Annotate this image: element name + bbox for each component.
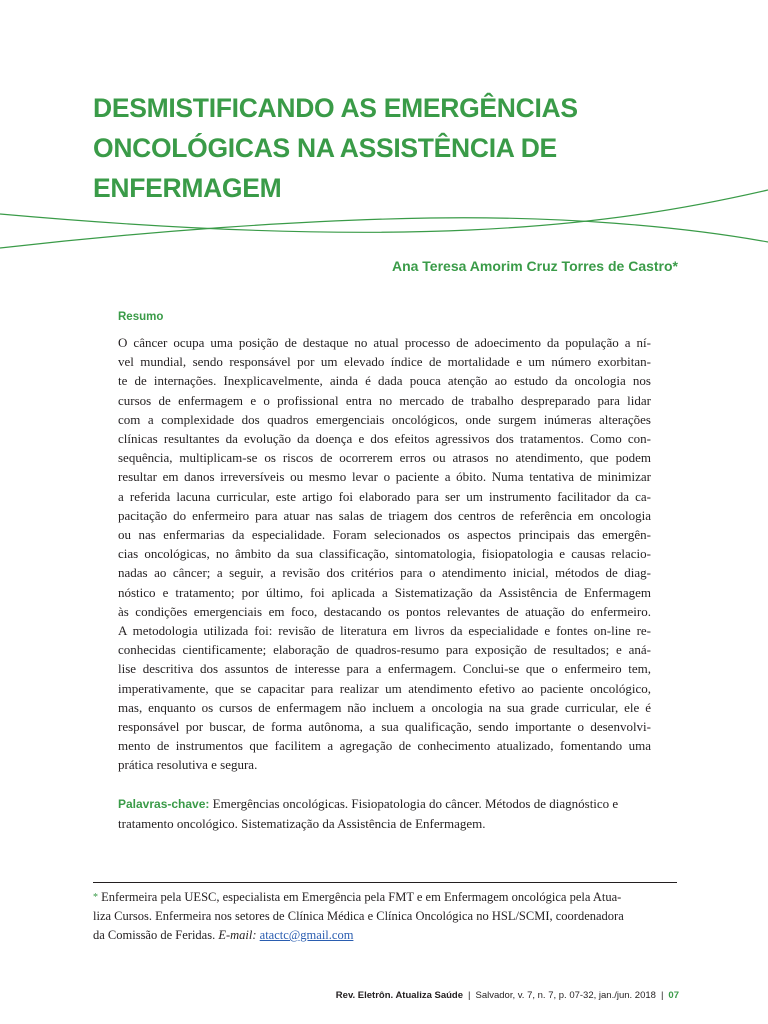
abstract-line: nadas ao câncer; a seguir, a revisão dos critérios para o atendimento inicial, métodos de diag- — [118, 565, 651, 581]
abstract-body — [118, 333, 651, 775]
footer-separator: | — [468, 990, 471, 1001]
abstract-line: O câncer ocupa uma posição de destaque no atual processo de adoecimento da população a ní- — [118, 335, 651, 350]
journal-name: Rev. Eletrôn. Atualiza Saúde — [335, 990, 464, 1001]
abstract-heading: Resumo — [118, 311, 164, 323]
abstract-line: pacitação do enfermeiro para atuar nas salas de triagem dos centros de referência em oncologia — [118, 507, 651, 523]
abstract-line: resultar em danos irreversíveis ou mesmo levar o paciente a óbito. Numa tentativa de minimizar — [118, 469, 651, 485]
email-link[interactable]: atactc@gmail.com — [259, 928, 354, 942]
abstract-line: às condições emergenciais em foco, destacando os pontos relevantes de atuação do enfermeiro. — [118, 603, 651, 619]
email-label: E-mail: — [218, 928, 257, 942]
footnote-divider — [93, 882, 677, 883]
abstract-line: prática resolutiva e segura. — [118, 757, 258, 773]
footer-separator: | — [660, 990, 664, 1001]
keywords-block — [118, 794, 658, 834]
abstract-line: mento de instrumentos que facilitem a agregação de conhecimento atualizado, fomentando uma — [118, 738, 651, 754]
page-number: 07 — [668, 990, 679, 1001]
keywords-label: Palavras-chave: — [118, 797, 210, 811]
wave-line-lower — [0, 218, 768, 248]
title-line: DESMISTIFICANDO AS EMERGÊNCIAS — [93, 93, 578, 123]
footnote-line — [93, 926, 677, 945]
abstract-line: nóstico e tratamento; por último, foi aplicada a Sistematização da Assistência de Enfermagem — [118, 584, 651, 600]
abstract-line: mas, enquanto os cursos de enfermagem não incluem a oncologia na sua grade curricular, ele é — [118, 699, 651, 715]
author-name: Ana Teresa Amorim Cruz Torres de Castro* — [391, 258, 678, 274]
abstract-line: vel mundial, sendo responsável por um elevado índice de mortalidade e um número exorbitan- — [118, 354, 651, 370]
footnote-text: da Comissão de Feridas. — [93, 928, 219, 942]
abstract-line: lise descritiva dos assuntos de interesse para a enfermagem. Conclui-se que o enfermeiro tem, — [118, 661, 651, 677]
abstract-line: clínicas resultantes da evolução da doença e dos efeitos agressivos dos tratamentos. Como con- — [118, 431, 651, 447]
keywords-text: tratamento oncológico. Sistematização da Assistência de Enfermagem. — [118, 816, 486, 831]
abstract-line: com a complexidade dos quadros emergenciais oncológicos, onde surgem inúmeras alterações — [118, 411, 651, 427]
footnote-marker: * — [93, 892, 98, 903]
author-footnote — [93, 888, 677, 945]
decorative-wave-lines — [0, 168, 768, 258]
footnote-text: Enfermeira pela UESC, especialista em Emergência pela FMT e em Enfermagem oncológica pela Atua- — [98, 890, 622, 904]
abstract-line: sequência, multiplicam-se os riscos de ocorrerem erros ou atrasos no atendimento, que podem — [118, 450, 651, 466]
abstract-line: A metodologia utilizada foi: revisão de literatura em livros da especialidade e fontes on-line re- — [118, 623, 651, 639]
abstract-line: cursos de enfermagem e o profissional entra no mercado de trabalho despreparado para lidar — [118, 392, 651, 408]
keywords-line — [118, 794, 658, 814]
journal-citation: Salvador, v. 7, n. 7, p. 07-32, jan./jun. 2018 — [475, 990, 656, 1001]
abstract-line: conhecidas cientificamente; elaboração de quadros-resumo para exposição de resultados; e aná- — [118, 642, 651, 658]
abstract-line: responsável por buscar, de forma autônoma, a sua qualificação, sendo importante o desenvolvi- — [118, 719, 651, 735]
keywords-text: Emergências oncológicas. Fisiopatologia do câncer. Métodos de diagnóstico e — [209, 796, 619, 811]
abstract-line: imperativamente, que se capacitar para realizar um atendimento efetivo ao paciente oncológico, — [118, 680, 651, 696]
abstract-line: a referida lacuna curricular, este artigo foi elaborado para ser um instrumento facilitador da ca- — [118, 488, 651, 504]
footnote-text: liza Cursos. Enfermeira nos setores de Clínica Médica e Clínica Oncológica no HSL/SCMI, coordenadora — [93, 909, 624, 923]
abstract-line: te de internações. Inexplicavelmente, ainda é dada pouca atenção ao estudo da oncologia nos — [118, 373, 651, 389]
title-line: ENFERMAGEM — [93, 173, 282, 203]
page-footer — [336, 990, 679, 1001]
abstract-line: ou nas enfermarias da especialidade. Foram selecionados os aspectos principais das emergên- — [118, 527, 651, 543]
title-line: ONCOLÓGICAS NA ASSISTÊNCIA DE — [93, 133, 557, 163]
footnote-line — [93, 888, 677, 907]
abstract-line: cias oncológicas, no âmbito da sua classificação, sintomatologia, fisiopatologia e causas relacio- — [118, 546, 651, 562]
